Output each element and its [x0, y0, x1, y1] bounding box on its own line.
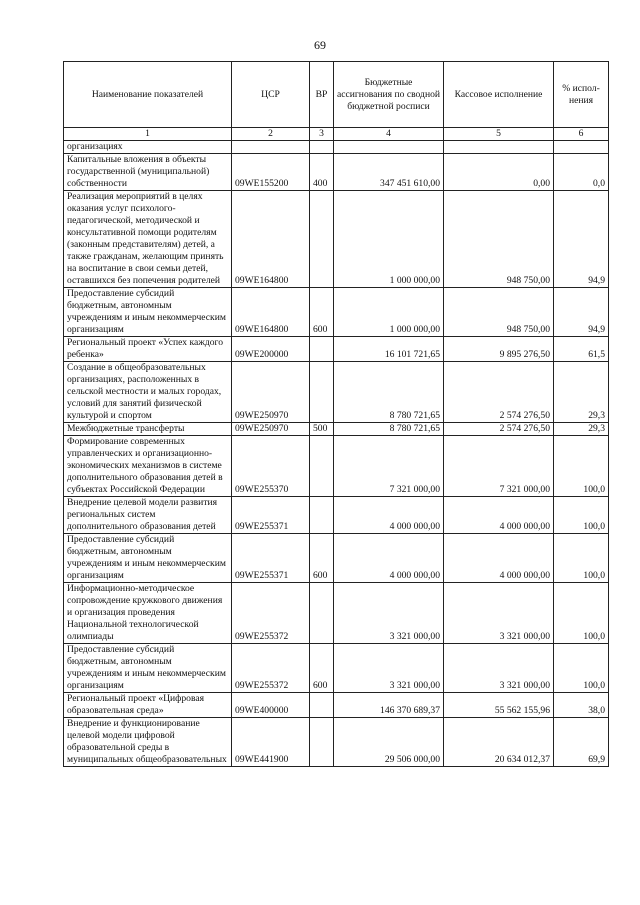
indicator-name-cell: Региональный проект «Успех каждого ребенка»	[64, 337, 232, 362]
vr-code-cell	[310, 583, 334, 644]
cash-execution-cell	[444, 141, 554, 154]
cash-execution-cell: 2 574 276,50	[444, 423, 554, 436]
indicator-name-cell: Реализация мероприятий в целях оказания услуг психолого-педагогической, методической и консультативной помощи родителям (законным представителям) детей, а также гражданам, желающим принять на воспитание в свои семьи детей, оставшихся без попечения родителей	[64, 191, 232, 288]
csr-code-cell	[232, 141, 310, 154]
execution-percent-cell: 38,0	[554, 693, 609, 718]
csr-code-cell: 09WE441900	[232, 718, 310, 767]
vr-code-cell: 600	[310, 644, 334, 693]
csr-code-cell: 09WE400000	[232, 693, 310, 718]
table-header-row	[64, 62, 609, 128]
table-row	[64, 644, 609, 693]
table-row	[64, 718, 609, 767]
vr-code-cell	[310, 436, 334, 497]
table-row	[64, 693, 609, 718]
table-row	[64, 534, 609, 583]
execution-percent-cell: 29,3	[554, 423, 609, 436]
budget-allocation-cell: 146 370 689,37	[334, 693, 444, 718]
column-number: 2	[232, 128, 310, 141]
cash-execution-cell: 4 000 000,00	[444, 497, 554, 534]
table-row	[64, 497, 609, 534]
csr-code-cell: 09WE255371	[232, 497, 310, 534]
csr-code-cell: 09WE164800	[232, 191, 310, 288]
budget-allocation-cell: 8 780 721,65	[334, 362, 444, 423]
budget-allocation-cell: 8 780 721,65	[334, 423, 444, 436]
budget-allocation-cell: 7 321 000,00	[334, 436, 444, 497]
cash-execution-cell: 948 750,00	[444, 288, 554, 337]
indicator-name-cell: Информационно-методическое сопровождение кружкового движения и организация проведения Национальной технологической олимпиады	[64, 583, 232, 644]
column-number: 5	[444, 128, 554, 141]
indicator-name-cell: Предоставление субсидий бюджетным, автономным учреждениям и иным некоммерческим организациям	[64, 288, 232, 337]
execution-percent-cell: 100,0	[554, 497, 609, 534]
indicator-name-cell: Межбюджетные трансферты	[64, 423, 232, 436]
header-pct: % испол-нения	[554, 62, 609, 128]
header-csr: ЦСР	[232, 62, 310, 128]
vr-code-cell	[310, 693, 334, 718]
budget-allocation-cell: 3 321 000,00	[334, 583, 444, 644]
vr-code-cell: 400	[310, 154, 334, 191]
csr-code-cell: 09WE200000	[232, 337, 310, 362]
cash-execution-cell: 948 750,00	[444, 191, 554, 288]
execution-percent-cell: 100,0	[554, 644, 609, 693]
csr-code-cell: 09WE255372	[232, 644, 310, 693]
column-number: 4	[334, 128, 444, 141]
indicator-name-cell: Формирование современных управленческих и организационно-экономических механизмов в системе дополнительного образования детей в субъектах Российской Федерации	[64, 436, 232, 497]
header-name: Наименование показателей	[64, 62, 232, 128]
indicator-name-cell: Капитальные вложения в объекты государственной (муниципальной) собственности	[64, 154, 232, 191]
budget-execution-table	[63, 61, 609, 767]
table-row	[64, 288, 609, 337]
csr-code-cell: 09WE255370	[232, 436, 310, 497]
execution-percent-cell: 29,3	[554, 362, 609, 423]
budget-allocation-cell: 3 321 000,00	[334, 644, 444, 693]
column-number: 1	[64, 128, 232, 141]
header-plan: Бюджетные ассигнования по сводной бюджетной росписи	[334, 62, 444, 128]
execution-percent-cell: 100,0	[554, 436, 609, 497]
csr-code-cell: 09WE250970	[232, 362, 310, 423]
cash-execution-cell: 7 321 000,00	[444, 436, 554, 497]
cash-execution-cell: 0,00	[444, 154, 554, 191]
execution-percent-cell: 94,9	[554, 191, 609, 288]
cash-execution-cell: 3 321 000,00	[444, 583, 554, 644]
table-row	[64, 337, 609, 362]
execution-percent-cell: 0,0	[554, 154, 609, 191]
vr-code-cell	[310, 337, 334, 362]
indicator-name-cell: организациях	[64, 141, 232, 154]
table-row	[64, 154, 609, 191]
budget-allocation-cell: 4 000 000,00	[334, 497, 444, 534]
column-number: 3	[310, 128, 334, 141]
execution-percent-cell: 69,9	[554, 718, 609, 767]
indicator-name-cell: Региональный проект «Цифровая образовательная среда»	[64, 693, 232, 718]
table-row	[64, 423, 609, 436]
cash-execution-cell: 9 895 276,50	[444, 337, 554, 362]
execution-percent-cell: 61,5	[554, 337, 609, 362]
vr-code-cell	[310, 497, 334, 534]
column-number-row	[64, 128, 609, 141]
vr-code-cell	[310, 191, 334, 288]
table-row	[64, 436, 609, 497]
vr-code-cell: 600	[310, 288, 334, 337]
budget-allocation-cell: 1 000 000,00	[334, 288, 444, 337]
budget-allocation-cell: 16 101 721,65	[334, 337, 444, 362]
csr-code-cell: 09WE255371	[232, 534, 310, 583]
cash-execution-cell: 4 000 000,00	[444, 534, 554, 583]
indicator-name-cell: Предоставление субсидий бюджетным, автономным учреждениям и иным некоммерческим организациям	[64, 534, 232, 583]
cash-execution-cell: 3 321 000,00	[444, 644, 554, 693]
execution-percent-cell: 100,0	[554, 534, 609, 583]
execution-percent-cell: 94,9	[554, 288, 609, 337]
header-vr: ВР	[310, 62, 334, 128]
indicator-name-cell: Внедрение целевой модели развития региональных систем дополнительного образования детей	[64, 497, 232, 534]
header-exec: Кассовое исполнение	[444, 62, 554, 128]
csr-code-cell: 09WE155200	[232, 154, 310, 191]
table-row	[64, 583, 609, 644]
execution-percent-cell: 100,0	[554, 583, 609, 644]
vr-code-cell	[310, 362, 334, 423]
table-row	[64, 191, 609, 288]
table-row	[64, 141, 609, 154]
page-number: 69	[314, 38, 326, 52]
cash-execution-cell: 20 634 012,37	[444, 718, 554, 767]
budget-allocation-cell: 1 000 000,00	[334, 191, 444, 288]
vr-code-cell	[310, 141, 334, 154]
cash-execution-cell: 55 562 155,96	[444, 693, 554, 718]
column-number: 6	[554, 128, 609, 141]
execution-percent-cell	[554, 141, 609, 154]
indicator-name-cell: Внедрение и функционирование целевой модели цифровой образовательной среды в муниципальных общеобразовательных	[64, 718, 232, 767]
csr-code-cell: 09WE250970	[232, 423, 310, 436]
budget-allocation-cell: 347 451 610,00	[334, 154, 444, 191]
csr-code-cell: 09WE164800	[232, 288, 310, 337]
vr-code-cell	[310, 718, 334, 767]
vr-code-cell: 500	[310, 423, 334, 436]
budget-allocation-cell: 29 506 000,00	[334, 718, 444, 767]
vr-code-cell: 600	[310, 534, 334, 583]
csr-code-cell: 09WE255372	[232, 583, 310, 644]
indicator-name-cell: Создание в общеобразовательных организациях, расположенных в сельской местности и малых городах, условий для занятий физической культурой и спортом	[64, 362, 232, 423]
budget-allocation-cell: 4 000 000,00	[334, 534, 444, 583]
indicator-name-cell: Предоставление субсидий бюджетным, автономным учреждениям и иным некоммерческим организациям	[64, 644, 232, 693]
cash-execution-cell: 2 574 276,50	[444, 362, 554, 423]
budget-allocation-cell	[334, 141, 444, 154]
table-row	[64, 362, 609, 423]
